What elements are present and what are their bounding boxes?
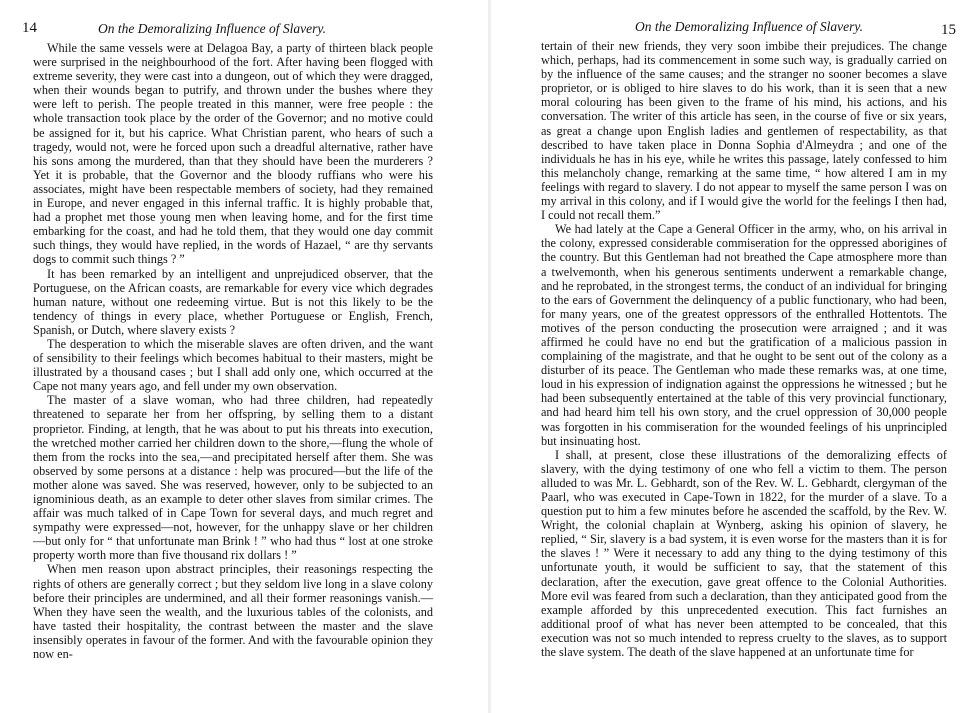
page-number-right: 15 xyxy=(941,22,956,38)
right-page-body xyxy=(541,39,947,659)
paragraph: I shall, at present, close these illustrations of the demoralizing effects of slavery, with the dying testimony of one who fell a victim to them. The person alluded to was Mr. L. Gebhardt, son of the Rev. W. L. Gebhardt, clergyman of the Paarl, who was executed in Cape-Town in 1822, for the murder of a slave. To a question put to him a few minutes before he ascended the scaffold, by the Rev. W. Wright, the colonial chaplain at Wynberg, asking his opinion of slavery, he replied, “ Sir, slavery is a bad system, it is even worse for the masters than it is for the slaves ! ” Were it necessary to add any thing to the dying testimony of this unfortunate youth, it would be sufficient to say, that the statement of this declaration, after the execution, gave great offence to the Colonial Authorities. More evil was feared from such a declaration, than they anticipated good from the example afforded by this unprecedented execution. This fact furnishes an additional proof of what has never been attempted to be concealed, that this execution was not so much intended to repress cruelty to the slaves, as to support the slave system. The death of the slave happened at an unfortunate time for xyxy=(541,447,947,660)
paragraph: The desperation to which the miserable slaves are often driven, and the want of sensibility to their feelings which becomes habitual to their masters, might be illustrated by a thousand cases ; but I shall add only one, which occurred at the Cape not many years ago, and fell under my own observation. xyxy=(33,336,433,394)
running-head-right: On the Demoralizing Influence of Slavery. xyxy=(635,19,863,34)
paragraph: We had lately at the Cape a General Officer in the army, who, on his arrival in the colony, expressed considerable commiseration for the oppressed aborigines of the country. But this Gentleman had not breathed the Cape atmosphere more than a twelvemonth, when his generous sentiments underwent a remarkable change, and he reprobated, in the strongest terms, the conduct of an individual for bringing to the ears of Government the delinquency of a public functionary, who had been, for many years, one of the greatest oppressors of the enthralled Hottentots. The motives of the person conducting the prosecution were arraigned ; and it was affirmed he could have no end but the gratification of a malicious passion in complaining of the magistrate, and that he ought to be sent out of the colony as a disturber of its peace. The Gentleman who made these remarks was, at one time, loud in his expression of indignation against the oppressions he witnessed ; but he had been subsequently entertained at the table of this very provincial functionary, and had heard him tell his own story, and the cruel oppression of 30,000 people was forgotten in his commiseration for the wounded feelings of his unprincipled but insinuating host. xyxy=(541,222,947,448)
paragraph: When men reason upon abstract principles, their reasonings respecting the rights of others are generally correct ; but they seldom live long in a slave colony before their principles are undermined, and all their former reasonings vanish.—When they have seen the wealth, and the luxurious tables of the colonists, and have tasted their hospitality, the contrast between the master and the slave insensibly operates in favour of the former. And with the favourable opinion they now en- xyxy=(33,562,433,662)
paragraph: The master of a slave woman, who had three children, had repeatedly threatened to separate her from her offspring, by selling them to a distant proprietor. Finding, at length, that he was about to put his threats into execution, the wretched mother carried her children down to the shore,—flung the whole of them from the rocks into the sea,—and precipitated herself after them. She was observed by some persons at a distance : help was procured—but the life of the mother alone was saved. She was reserved, however, only to be subjected to an ignominious death, as an example to deter other slaves from similar crimes. The affair was much talked of in Cape Town for several days, and much regret and sympathy were expressed—not, however, for the unhappy slave or her children—but only for “ that unfortunate man Brink ! ” who had thus “ lost at one stroke property worth more than five thousand rix dollars ! ” xyxy=(33,393,433,563)
running-head-left: On the Demoralizing Influence of Slavery. xyxy=(98,21,326,36)
right-page xyxy=(490,0,980,713)
paragraph: It has been remarked by an intelligent and unprejudiced observer, that the Portuguese, on the African coasts, are remarkable for every vice which degrades human nature, without one redeeming virtue. But is not this likely to be the tendency of things in every place, whether Portuguese or English, French, Spanish, or Dutch, where slavery exists ? xyxy=(33,266,433,337)
page-number-left: 14 xyxy=(22,20,37,36)
paragraph-continued: tertain of their new friends, they very soon imbibe their prejudices. The change which, perhaps, had its commencement in some such way, is gradually carried on by the influence of the same causes; and the stranger no sooner becomes a slave proprietor, or is obliged to hire slaves to do his work, than it is seen that a new moral colouring has been given to the frame of his mind, his actions, and his conversation. The writer of this article has seen, in the course of five or six years, as great a change upon English ladies and gentlemen of respectability, as that described to have taken place in Donna Sophia d'Almeydra ; and one of the individuals he has in his eye, while he writes this passage, lately confessed to him this melancholy change, remarking at the same time, “ how altered I am in my feelings with regard to slavery. I do not appear to myself the same person I was on my arrival in this colony, and if I would give the world for the feelings I then had, I could not recall them.” xyxy=(541,39,947,223)
paragraph: While the same vessels were at Delagoa Bay, a party of thirteen black people were surprised in the neighbourhood of the fort. After having been flogged with extreme severity, they were cast into a dungeon, out of which they were dragged, when their wounds began to putrify, and thrown under the bushes where they were left to perish. The people treated in this manner, were free people : the whole transaction took place by the order of the Governor; and no motive could be assigned for it, but his caprice. What Christian parent, who hears of such a tragedy, would not, were he forced upon such a dreadful alternative, rather have his sons among the murdered, than that they should have been the murderers ? Yet it is probable, that the Governor and the bloody ruffians who were his associates, might have been respectable members of society, had they remained in Europe, and never engaged in this infernal traffic. It is highly probable that, had a prophet met those young men when leaving home, and for the first time embarking for the coast, and had he told them, that they would one day commit such things, they would have replied, in the words of Hazael, “ are thy servants dogs to commit such things ? ” xyxy=(33,41,433,267)
left-page-body xyxy=(33,41,433,661)
